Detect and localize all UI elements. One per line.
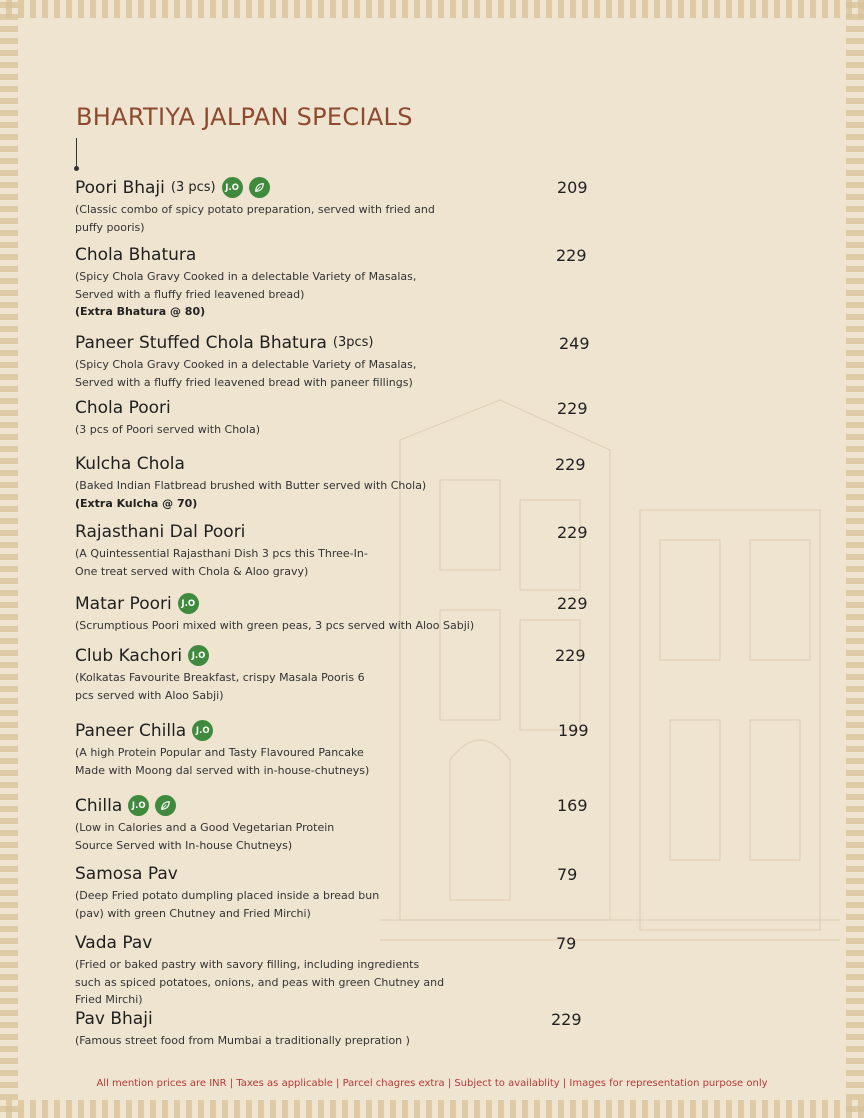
jain-option-badge: J.O: [188, 645, 209, 666]
menu-item-matar-poori: [75, 593, 595, 635]
item-extra-note: (Extra Kulcha @ 70): [75, 496, 198, 510]
item-description: (Spicy Chola Gravy Cooked in a delectable Variety of Masalas, Served with a fluffy fried leavened bread): [75, 270, 417, 301]
item-name: Club Kachori: [75, 645, 183, 666]
item-name: Rajasthani Dal Poori: [75, 522, 246, 542]
item-price: 229: [556, 246, 587, 265]
item-description: (3 pcs of Poori served with Chola): [75, 423, 261, 436]
title-divider-line: [76, 138, 77, 168]
item-name: Pav Bhaji: [75, 1009, 153, 1029]
menu-item-chilla: [75, 795, 595, 854]
item-price: 229: [557, 594, 588, 613]
item-description: (A Quintessential Rajasthani Dish 3 pcs this Three-In-One treat served with Chola & Aloo gravy): [75, 547, 368, 578]
menu-item-chola-bhatura: [75, 245, 595, 321]
item-price: 229: [551, 1010, 582, 1029]
item-name: Chola Bhatura: [75, 245, 197, 265]
item-description: (Famous street food from Mumbai a traditionally prepration ): [75, 1034, 410, 1047]
item-name: Poori Bhaji: [75, 177, 165, 198]
item-description: (Low in Calories and a Good Vegetarian Protein Source Served with In-house Chutneys): [75, 821, 335, 852]
jain-option-badge: J.O: [222, 177, 243, 198]
item-description: (Scrumptious Poori mixed with green peas, 3 pcs served with Aloo Sabji): [75, 619, 475, 632]
item-name: Chola Poori: [75, 398, 171, 418]
menu-item-paneer-chilla: [75, 720, 595, 779]
item-price: 199: [558, 721, 589, 740]
item-description: (Deep Fried potato dumpling placed inside a bread bun (pav) with green Chutney and Fried Mirchi): [75, 889, 380, 920]
item-price: 79: [557, 865, 578, 884]
item-quantity: (3pcs): [332, 335, 374, 350]
item-name: Vada Pav: [75, 933, 153, 953]
vegan-leaf-icon: [249, 177, 270, 198]
menu-item-club-kachori: [75, 645, 595, 704]
item-price: 229: [557, 399, 588, 418]
item-price: 209: [557, 178, 588, 197]
decorative-border-bottom: [0, 1100, 864, 1118]
decorative-border-right: [846, 0, 864, 1118]
item-description: (Spicy Chola Gravy Cooked in a delectable Variety of Masalas, Served with a fluffy fried leavened bread with paneer fillings): [75, 358, 417, 389]
item-price: 229: [555, 455, 586, 474]
item-quantity: (3 pcs): [170, 179, 216, 195]
menu-item-chola-poori: [75, 398, 595, 439]
item-extra-note: (Extra Bhatura @ 80): [75, 305, 206, 318]
item-name: Samosa Pav: [75, 864, 178, 884]
menu-item-samosa-pav: [75, 864, 595, 922]
item-name: Paneer Stuffed Chola Bhatura: [75, 333, 327, 353]
item-price: 249: [559, 334, 590, 353]
menu-item-pav-bhaji: [75, 1009, 595, 1050]
item-description: (Baked Indian Flatbread brushed with Butter served with Chola): [75, 479, 427, 492]
item-description: (Kolkatas Favourite Breakfast, crispy Masala Pooris 6 pcs served with Aloo Sabji): [75, 671, 365, 702]
menu-item-kulcha-chola: [75, 454, 595, 512]
item-description: (Fried or baked pastry with savory filling, including ingredients such as spiced potatoes, onions, and peas with green Chutney and Fried Mirchi): [75, 958, 445, 1006]
menu-item-rajasthani-dal-poori: [75, 522, 595, 580]
item-name: Chilla: [75, 795, 123, 816]
item-price: 229: [557, 523, 588, 542]
item-price: 79: [556, 934, 577, 953]
jain-option-badge: J.O: [178, 593, 199, 614]
title-divider-dot: [74, 166, 79, 171]
jain-option-badge: J.O: [192, 720, 213, 741]
decorative-border-top: [0, 0, 864, 18]
item-name: Kulcha Chola: [75, 454, 185, 474]
footer-disclaimer: All mention prices are INR | Taxes as applicable | Parcel chagres extra | Subject to availablity | Images for representation purpose only: [96, 1078, 768, 1089]
vegan-leaf-icon: [155, 795, 176, 816]
item-description: (Classic combo of spicy potato preparation, served with fried and puffy pooris): [75, 203, 435, 234]
decorative-border-left: [0, 0, 18, 1118]
menu-item-paneer-stuffed-chola-bhatura: [75, 333, 595, 391]
menu-section-title: BHARTIYA JALPAN SPECIALS: [76, 103, 413, 131]
menu-item-poori-bhaji: [75, 177, 595, 236]
item-price: 169: [557, 796, 588, 815]
item-description: (A high Protein Popular and Tasty Flavoured Pancake Made with Moong dal served with in-house-chutneys): [75, 746, 370, 777]
item-name: Matar Poori: [75, 593, 172, 614]
menu-item-vada-pav: [75, 933, 595, 1009]
item-name: Paneer Chilla: [75, 720, 187, 741]
item-price: 229: [555, 646, 586, 665]
jain-option-badge: J.O: [128, 795, 149, 816]
